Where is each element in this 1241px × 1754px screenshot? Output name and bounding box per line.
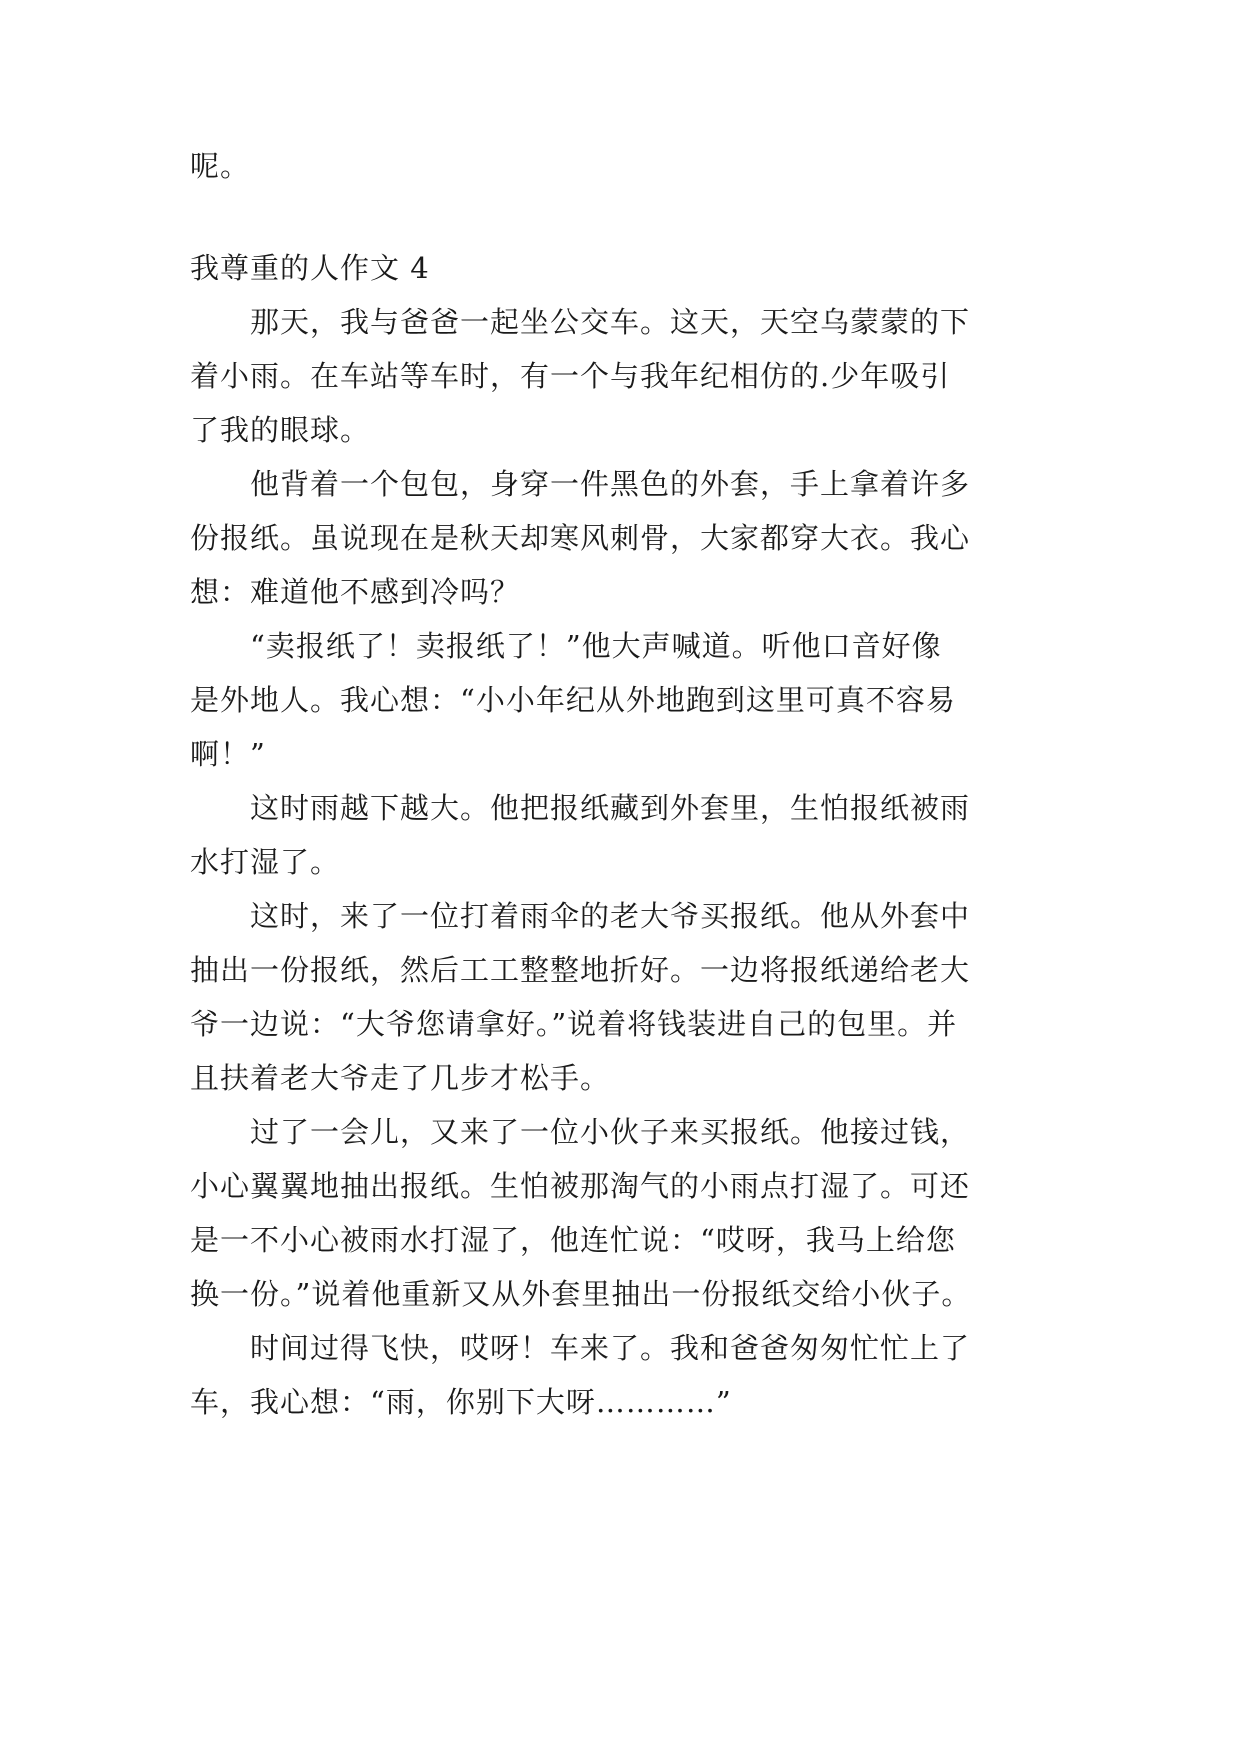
- text-line: 这时雨越下越大。他把报纸藏到外套里，生怕报纸被雨: [190, 791, 971, 825]
- text-line: 份报纸。虽说现在是秋天却寒风刺骨，大家都穿大衣。我心: [190, 521, 971, 555]
- text-line: 那天，我与爸爸一起坐公交车。这天，天空乌蒙蒙的下: [190, 305, 971, 339]
- text-line: 想：难道他不感到冷吗？: [190, 575, 521, 609]
- text-line: 是一不小心被雨水打湿了，他连忙说：“哎呀，我马上给您: [190, 1223, 956, 1257]
- text-line: 是外地人。我心想：“小小年纪从外地跑到这里可真不容易: [190, 683, 956, 717]
- text-line: 水打湿了。: [190, 845, 341, 879]
- text-line: 呢。: [190, 149, 251, 183]
- text-line: 车，我心想：“雨，你别下大呀…………”: [190, 1385, 732, 1419]
- text-line: 过了一会儿，又来了一位小伙子来买报纸。他接过钱，: [190, 1115, 971, 1149]
- text-line: 时间过得飞快，哎呀！车来了。我和爸爸匆匆忙忙上了: [190, 1331, 971, 1365]
- text-line: 啊！”: [190, 737, 266, 771]
- text-line: 着小雨。在车站等车时，有一个与我年纪相仿的.少年吸引: [190, 359, 951, 393]
- text-line: 抽出一份报纸，然后工工整整地折好。一边将报纸递给老大: [190, 953, 971, 987]
- text-line: 爷一边说：“大爷您请拿好。”说着将钱装进自己的包里。并: [190, 1007, 958, 1041]
- text-line: 了我的眼球。: [190, 413, 371, 447]
- text-line: 小心翼翼地抽出报纸。生怕被那淘气的小雨点打湿了。可还: [190, 1169, 971, 1203]
- text-line: 换一份。”说着他重新又从外套里抽出一份报纸交给小伙子。: [190, 1277, 972, 1311]
- essay-title: 我尊重的人作文 4: [190, 251, 430, 285]
- text-line: 且扶着老大爷走了几步才松手。: [190, 1061, 611, 1095]
- text-line: 这时，来了一位打着雨伞的老大爷买报纸。他从外套中: [190, 899, 971, 933]
- text-line: “卖报纸了！卖报纸了！”他大声喊道。听他口音好像: [190, 629, 942, 663]
- text-line: 他背着一个包包，身穿一件黑色的外套，手上拿着许多: [190, 467, 971, 501]
